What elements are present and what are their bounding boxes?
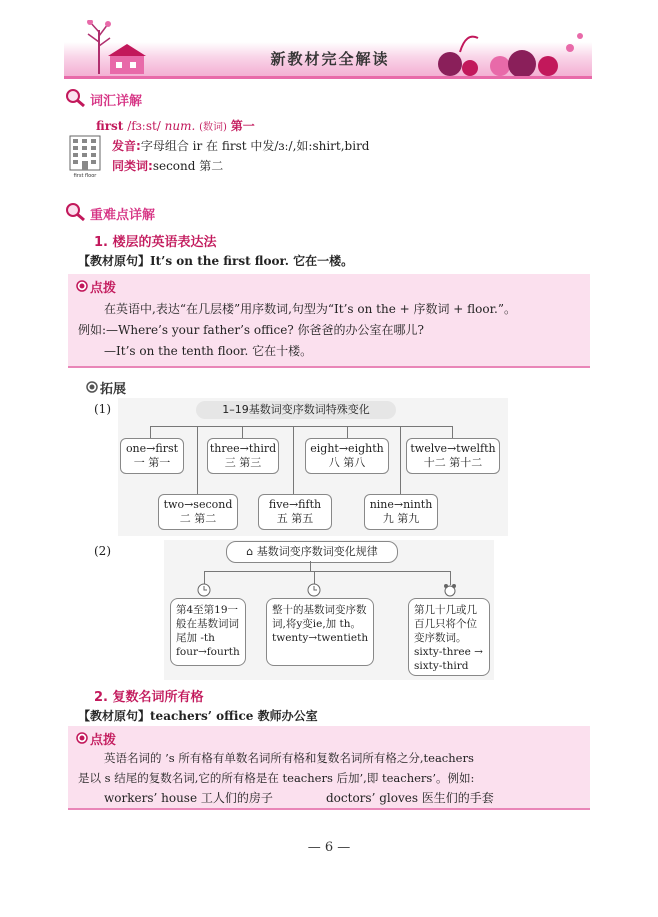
connector — [150, 426, 151, 438]
bullet-icon — [86, 381, 98, 393]
connector — [204, 571, 450, 572]
rule-node: 整十的基数词变序数词,将y变ie,加 th。 twenty→twentieth — [266, 598, 374, 666]
vocab-section-title: 词汇详解 — [90, 94, 143, 109]
tip1-line2: 例如:—Where’s your father’s office? 你爸爸的办公室在哪儿? — [78, 323, 424, 337]
tip2-line1: 英语名词的 ’s 所有格有单数名词所有格和复数名词所有格之分,teachers — [104, 751, 474, 765]
clock-icon — [307, 583, 321, 597]
synonym-label: 同类词: — [112, 159, 153, 173]
bullet-icon — [76, 280, 88, 292]
connector — [293, 426, 294, 494]
ordinal-node: twelve→twelfth 十二 第十二 — [406, 438, 500, 474]
connector — [242, 426, 243, 438]
rule-node: 第几十几或几百几只将个位变序数词。 sixty-three → sixty-third — [408, 598, 490, 676]
tip1-line1: 在英语中,表达“在几层楼”用序数词,句型为“It’s on the + 序数词 + floor.”。 — [104, 302, 516, 316]
pronunciation-label: 发音: — [112, 139, 141, 153]
magnifier-icon — [64, 88, 86, 108]
vocab-pos: num. — [164, 119, 196, 133]
connector — [197, 426, 198, 494]
synonym-line — [112, 157, 223, 174]
rule-node: 第4至第19一般在基数词词尾加 -th four→fourth — [170, 598, 246, 666]
tip1-line3: —It’s on the tenth floor. 它在十楼。 — [104, 344, 313, 358]
tip2-example1: workers’ house 工人们的房子 — [104, 791, 273, 805]
connector — [452, 426, 453, 438]
synonym-text: second 第二 — [152, 159, 224, 173]
tip2-label: 点拨 — [90, 733, 117, 748]
vocab-word: first — [96, 119, 124, 133]
item1-source-text: It’s on the first floor. 它在一楼。 — [150, 254, 354, 268]
key-section-title: 重难点详解 — [90, 208, 156, 223]
diagram2-title: ⌂ 基数词变序数词变化规律 — [226, 541, 398, 563]
magnifier-icon — [64, 202, 86, 222]
tip2-line2: 是以 s 结尾的复数名词,它的所有格是在 teachers 后加’,即 teachers’。例如: — [78, 771, 475, 785]
pronunciation-line — [112, 137, 370, 154]
item1-source-tag: 【教材原句】 — [78, 254, 151, 268]
item1-source — [78, 252, 353, 269]
connector — [400, 426, 401, 494]
vocab-pos-cn: (数词) — [199, 122, 227, 133]
item2-source-tag: 【教材原句】 — [78, 709, 151, 723]
ordinal-node: five→fifth 五 第五 — [258, 494, 332, 530]
diagram2-number: (2) — [94, 544, 111, 558]
connector — [310, 561, 311, 571]
item2-source — [78, 707, 318, 724]
page-header-title: 新教材完全解读 — [270, 50, 390, 68]
item1-title: 1. 楼层的英语表达法 — [94, 235, 217, 250]
diagram1-title: 1–19基数词变序数词特殊变化 — [196, 401, 396, 419]
ordinal-node: three→third 三 第三 — [207, 438, 279, 474]
pronunciation-text: 字母组合 ir 在 first 中发/ɜː/,如:shirt,bird — [140, 139, 370, 153]
vocab-word-line — [96, 117, 255, 134]
diagram1-number: (1) — [94, 402, 111, 416]
clock-icon — [197, 583, 211, 597]
ordinal-node: nine→ninth 九 第九 — [364, 494, 438, 530]
bullet-icon — [76, 732, 88, 744]
vocab-phonetic: /fɜːst/ — [127, 119, 161, 133]
connector — [150, 426, 452, 427]
tip1-label: 点拨 — [90, 281, 117, 296]
house-icon: ⌂ — [246, 545, 257, 558]
alarm-clock-icon — [443, 583, 457, 597]
expand-label: 拓展 — [100, 382, 127, 397]
vocab-meaning: 第一 — [230, 119, 255, 133]
item2-title: 2. 复数名词所有格 — [94, 690, 204, 705]
ordinal-node: one→first 一 第一 — [120, 438, 184, 474]
ordinal-node: two→second 二 第二 — [158, 494, 238, 530]
connector — [347, 426, 348, 438]
tip2-example2: doctors’ gloves 医生们的手套 — [326, 791, 494, 805]
building-caption: first floor — [73, 173, 97, 178]
item2-source-text: teachers’ office 教师办公室 — [150, 709, 318, 723]
page-number: — 6 — — [307, 840, 351, 855]
building-illustration — [66, 134, 104, 178]
ordinal-node: eight→eighth 八 第八 — [305, 438, 389, 474]
tree-house-decoration — [80, 20, 160, 76]
